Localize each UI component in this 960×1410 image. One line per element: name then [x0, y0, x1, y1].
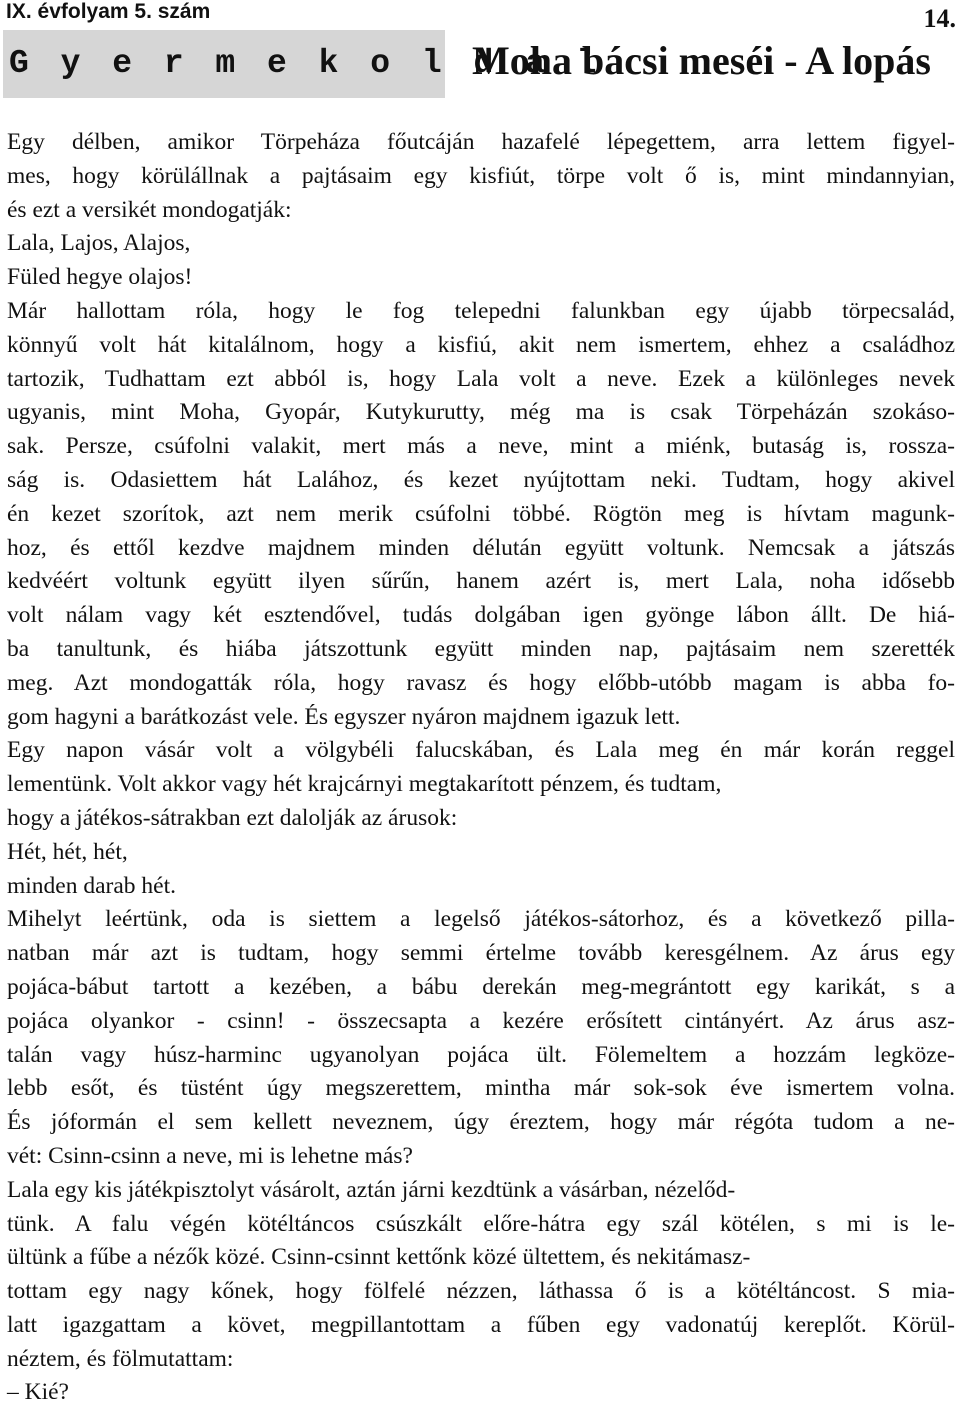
body-line: Egy napon vásár volt a völgybéli falucskában, és Lala meg én már korán reggel	[7, 737, 955, 764]
body-line: pojáca olyankor - csinn! - összecsapta a kezére erősített cintányért. Az árus asz-	[7, 1007, 955, 1034]
body-line: Füled hegye olajos!	[7, 264, 193, 291]
body-line: natban már azt is tudtam, hogy semmi értelme tovább keresgélnem. Az árus egy	[7, 940, 955, 967]
body-line: Mihelyt leértünk, oda is siettem a legelső játékos-sátorhoz, és a következő pilla-	[7, 906, 955, 933]
body-line: pojáca-bábut tartott a kezében, a bábu derekán meg-megrántott egy karikát, s a	[7, 973, 955, 1000]
body-line: – Kié?	[7, 1379, 69, 1406]
body-line: talán vagy húsz-harminc ugyanolyan pojáca ült. Fölemeltem a hozzám legköze-	[7, 1041, 955, 1068]
body-line: Lala egy kis játékpisztolyt vásárolt, aztán járni kezdtünk a vásárban, nézelőd-	[7, 1176, 736, 1203]
body-line: tartozik, Tudhattam ezt abból is, hogy Lala volt a neve. Ezek a különleges nevek	[7, 365, 955, 392]
body-line: hogy a játékos-sátrakban ezt dalolják az árusok:	[7, 804, 458, 831]
body-line: meg. Azt mondogatták róla, hogy ravasz és hogy előbb-utóbb magam is abba fo-	[7, 669, 955, 696]
section-banner	[3, 30, 603, 98]
body-line: vét: Csinn-csinn a neve, mi is lehetne más?	[7, 1142, 413, 1169]
body-line: volt nálam vagy két esztendővel, tudás dolgában igen gyönge lábon állt. De hiá-	[7, 602, 955, 629]
body-line: hoz, és ettől kezdve majdnem minden délután együtt voltunk. Nemcsak a játszás	[7, 534, 955, 561]
body-line: mes, hogy körülállnak a pajtásaim egy kisfiút, törpe volt ő is, mint mindannyian,	[7, 162, 955, 189]
body-line: én kezet szorítok, azt nem merik csúfolni többé. Rögtön meg is hívtam magunk-	[7, 500, 955, 527]
body-line: lementünk. Volt akkor vagy hét krajcárnyi megtakarított pénzem, és tudtam,	[7, 771, 722, 798]
body-line: gom hagyni a barátkozást vele. És egyszer nyáron majdnem igazuk lett.	[7, 703, 681, 730]
article-body	[7, 126, 955, 1410]
body-line: minden darab hét.	[7, 872, 177, 899]
body-line: ba tanultunk, és hiába játszottunk együtt minden nap, pajtásaim nem szerették	[7, 635, 955, 662]
body-line: Lala, Lajos, Alajos,	[7, 230, 191, 257]
page-number: 14.	[923, 4, 956, 33]
body-line: tottam egy nagy kőnek, hogy fölfelé nézzen, láthassa ő is a kötéltáncost. S mia-	[7, 1278, 955, 1305]
body-line: Már hallottam róla, hogy le fog telepedni falunkban egy újabb törpecsalád,	[7, 297, 955, 324]
issue-label: IX. évfolyam 5. szám	[6, 0, 211, 23]
body-line: néztem, és fölmutattam:	[7, 1345, 234, 1372]
section-label: G y e r m e k o l d a l	[9, 45, 603, 82]
body-line: És jóformán el sem kellett neveznem, úgy éreztem, hogy már régóta tudom a ne-	[7, 1109, 955, 1136]
body-line: Egy délben, amikor Törpeháza főutcáján hazafelé lépegettem, arra lettem figyel-	[7, 129, 955, 155]
body-line: kedvéért voltunk együtt ilyen sűrűn, hanem azért is, mert Lala, noha idősebb	[7, 568, 955, 595]
body-line: Hét, hét, hét,	[7, 838, 128, 865]
body-line: és ezt a versikét mondogatják:	[7, 196, 292, 223]
body-line: latt igazgattam a követ, megpillantottam a fűben egy vadonatúj kereplőt. Körül-	[7, 1311, 955, 1338]
article-title: Moha bácsi meséi - A lopás	[472, 38, 931, 83]
body-line: ság is. Odasiettem hát Lalához, és kezet nyújtottam neki. Tudtam, hogy akivel	[7, 466, 955, 493]
body-line: tünk. A falu végén kötéltáncos csúszkált előre-hátra egy szál kötélen, s mi is le-	[7, 1210, 955, 1237]
body-line: ültünk a fűbe a nézők közé. Csinn-csinnt kettőnk közé ültettem, és nekitámasz-	[7, 1244, 751, 1271]
body-line: ugyanis, mint Moha, Gyopár, Kutykurutty, még ma is csak Törpeházán szokáso-	[7, 399, 955, 426]
body-line: sak. Persze, csúfolni valakit, mert más a neve, mint a miénk, butaság is, rossza-	[7, 433, 955, 460]
body-line: könnyű volt hát kitalálnom, hogy a kisfiú, akit nem ismertem, ehhez a családhoz	[7, 331, 955, 358]
body-line: lebb esőt, és tüstént úgy megszerettem, mintha már sok-sok éve ismertem volna.	[7, 1075, 955, 1102]
